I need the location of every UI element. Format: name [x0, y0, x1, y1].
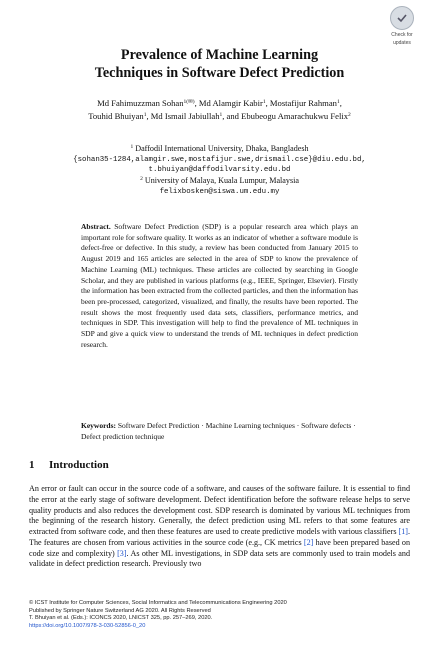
author-name: , Md Ismail Jabiullah [146, 111, 220, 121]
affiliation-1-emails: {sohan35-1284,alamgir.swe,mostafijur.swe,drismail.cse}@diu.edu.bd, [73, 155, 366, 164]
doi-link[interactable]: https://doi.org/10.1007/978-3-030-52856-0_20 [29, 622, 146, 629]
abstract [81, 222, 358, 350]
author-name: , Mostafijur Rahman [265, 98, 337, 108]
abstract-text: Software Defect Prediction (SDP) is a popular research area which plays an important role for software quality. It works as an indicator of whether a software module is defect-free or defective. In this study, a review has been conducted from January 2015 to August 2019 and 165 articles are selected in the area of SDP to know the prevalence of Machine Learning (ML) techniques. These articles are collected by searching in Google Scholar, and they are published in various platforms (e.g., IEEE, Springer, Elsevier). Firstly the information has been extracted from the collected particles, and then the information has been pre-processed, categorized, visualized, and finally, the results have been reported. The result shows the most frequently used data sets, classifiers, performance metrics, and techniques in SDP. This investigation will help to find the prevalence of ML techniques in SDP and give a quick view to understand the trends of ML techniques in defect prediction research. [81, 222, 358, 349]
check-for-updates-badge[interactable] [385, 6, 419, 48]
check-for-updates-icon [390, 6, 414, 30]
citation-link[interactable]: [2] [303, 537, 314, 547]
affiliation-name: University of Malaya, Kuala Lumpur, Malaysia [144, 176, 299, 186]
intro-text: An error or fault can occur in the source code of a software, and causes of the software failure. It is essential to find the error at the early stage of software development. Defect identification before the software release helps to serve quality products and also reduces the development cost. SDP research is dominated by various ML techniques from the beginning of the research history. Generally, the defect prediction using ML refers to that some features are extracted from software code, and then these features are used to create predictive models with various classifiers [29, 484, 410, 536]
intro-text: . As other ML investigations, in SDP data sets are commonly used to train models and validate in defect prediction research. Previously two [29, 548, 410, 569]
author-affil-mark: 1(✉) [183, 99, 195, 105]
keywords-label: Keywords: [81, 421, 116, 430]
affiliation-1 [20, 144, 419, 155]
intro-text: . The features are chosen from various activities in the source code (e.g., CK metrics [29, 527, 410, 547]
author-affil-mark: 1 [336, 99, 340, 105]
badge-label-2: updates [393, 40, 411, 46]
affiliation-2 [20, 176, 419, 187]
author-name: , and Ebubeogu Amarachukwu Felix [222, 111, 349, 121]
author-affil-mark: 1 [262, 99, 266, 105]
abstract-label: Abstract. [81, 222, 111, 231]
citation-link[interactable]: [3] [117, 548, 127, 558]
section-number: 1 [29, 459, 35, 471]
footer-citation: T. Bhuiyan et al. (Eds.): ICONCS 2020, LNICST 325, pp. 257–269, 2020. [29, 615, 213, 622]
author-affil-mark: 1 [219, 112, 223, 118]
citation-link[interactable]: [1] [398, 527, 408, 536]
copyright-footer [29, 600, 410, 630]
affiliation-number: 2 [140, 176, 143, 183]
author-name: , Md Alamgir Kabir [194, 98, 263, 108]
affiliation-2-email: felixbosken@siswa.um.edu.my [159, 187, 280, 196]
intro-text: have been prepared based on code size and complexity) [29, 537, 410, 558]
author-line-2 [20, 110, 419, 123]
badge-label-1: Check for [391, 32, 413, 38]
footer-publisher: Published by Springer Nature Switzerland AG 2020. All Rights Reserved [29, 607, 211, 614]
section-heading [29, 459, 109, 471]
keywords [81, 421, 358, 442]
affiliation-1-email-2: t.bhuiyan@daffodilvarsity.edu.bd [148, 166, 291, 175]
author-name: Touhid Bhuiyan [88, 111, 144, 121]
author-separator: , [339, 98, 342, 108]
title-line-1: Prevalence of Machine Learning [120, 47, 319, 63]
author-list [20, 97, 419, 123]
paper-title [40, 46, 399, 82]
author-line-1 [20, 97, 419, 110]
footer-copyright: © ICST Institute for Computer Sciences, Social Informatics and Telecommunications Engineering 2020 [29, 600, 287, 606]
affiliation-number: 1 [130, 144, 134, 150]
affiliation-name: Daffodil International University, Dhaka, Bangladesh [135, 144, 309, 153]
author-affil-mark: 1 [143, 112, 147, 118]
title-line-2: Techniques in Software Defect Prediction [94, 65, 345, 81]
author-name: Md Fahimuzzman Sohan [97, 98, 184, 108]
introduction-paragraph [29, 484, 410, 570]
affiliations [20, 144, 419, 198]
section-title: Introduction [49, 459, 109, 471]
keywords-text: Software Defect Prediction · Machine Learning techniques · Software defects · Defect prediction technique [81, 421, 356, 441]
author-affil-mark: 2 [348, 112, 351, 118]
